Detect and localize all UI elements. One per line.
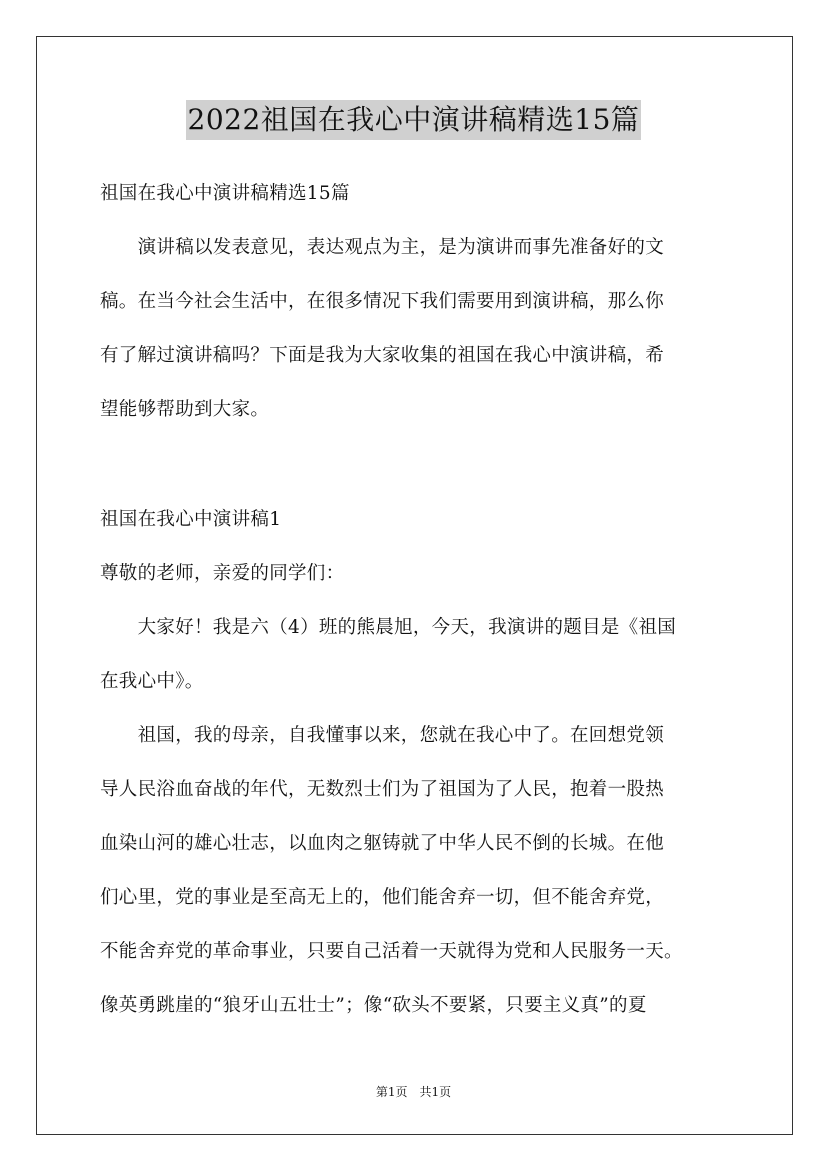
page-number-footer: 第1页 共1页 xyxy=(375,1085,452,1099)
document-title: 2022祖国在我心中演讲稿精选15篇 xyxy=(186,100,642,140)
section-heading: 祖国在我心中演讲稿1 xyxy=(100,509,282,530)
paragraph-line: 血染山河的雄心壮志，以血肉之躯铸就了中华人民不倒的长城。在他 xyxy=(100,833,665,854)
paragraph-line: 望能够帮助到大家。 xyxy=(100,399,270,420)
paragraph-line: 们心里，党的事业是至高无上的，他们能舍弃一切，但不能舍弃党， xyxy=(100,887,665,908)
subtitle-line: 祖国在我心中演讲稿精选15篇 xyxy=(100,183,350,204)
paragraph-line: 不能舍弃党的革命事业，只要自己活着一天就得为党和人民服务一天。 xyxy=(100,941,683,962)
salutation-line: 尊敬的老师，亲爱的同学们： xyxy=(100,563,345,584)
paragraph-line: 导人民浴血奋战的年代，无数烈士们为了祖国为了人民，抱着一股热 xyxy=(100,779,665,800)
paragraph-line: 在我心中》。 xyxy=(100,671,204,692)
paragraph-line: 祖国，我的母亲，自我懂事以来，您就在我心中了。在回想党领 xyxy=(100,725,665,746)
paragraph-line: 演讲稿以发表意见，表达观点为主，是为演讲而事先准备好的文 xyxy=(100,237,665,258)
paragraph-line: 稿。在当今社会生活中，在很多情况下我们需要用到演讲稿，那么你 xyxy=(100,291,665,312)
paragraph-line: 有了解过演讲稿吗？下面是我为大家收集的祖国在我心中演讲稿，希 xyxy=(100,345,665,366)
title-container xyxy=(0,100,827,140)
paragraph-line: 像英勇跳崖的“狼牙山五壮士”；像“砍头不要紧，只要主义真”的夏 xyxy=(100,995,647,1016)
paragraph-line: 大家好！我是六（4）班的熊晨旭，今天，我演讲的题目是《祖国 xyxy=(100,617,677,638)
